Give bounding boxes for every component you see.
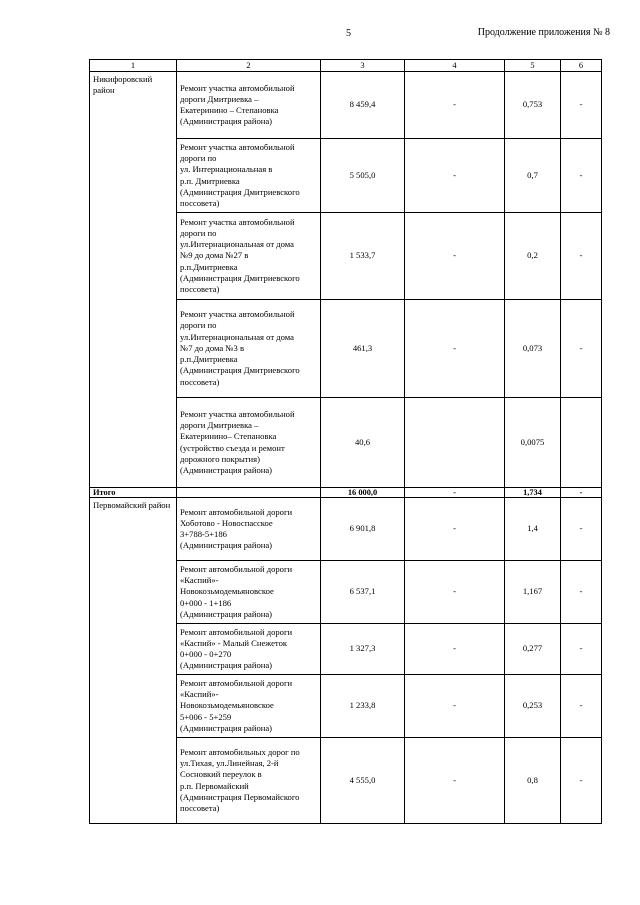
col4-cell: - xyxy=(405,498,505,561)
amount-cell: 40,6 xyxy=(321,398,405,488)
appendix-table xyxy=(89,59,602,824)
work-description: Ремонт автомобильной дороги «Каспий» - Малый Снежеток 0+000 - 0+270 (Администрация района) xyxy=(177,624,321,675)
col4-cell: - xyxy=(405,72,505,139)
total-col4: - xyxy=(405,488,505,498)
col6-cell: - xyxy=(561,675,602,738)
col4-cell xyxy=(405,398,505,488)
header-cell: 2 xyxy=(177,60,321,72)
length-cell: 0,753 xyxy=(505,72,561,139)
amount-cell: 461,3 xyxy=(321,300,405,398)
amount-cell: 8 459,4 xyxy=(321,72,405,139)
header-row xyxy=(90,60,602,72)
amount-cell: 1 327,3 xyxy=(321,624,405,675)
length-cell: 0,253 xyxy=(505,675,561,738)
district-cell: Первомайский район xyxy=(90,498,177,824)
table-row xyxy=(90,498,602,561)
work-description: Ремонт участка автомобильной дороги Дмитриевка – Екатеринино– Степановка (устройство съезда и ремонт дорожного покрытия) (Администрация района) xyxy=(177,398,321,488)
amount-cell: 1 533,7 xyxy=(321,213,405,300)
col4-cell: - xyxy=(405,624,505,675)
length-cell: 0,8 xyxy=(505,738,561,824)
header-cell: 5 xyxy=(505,60,561,72)
amount-cell: 6 537,1 xyxy=(321,561,405,624)
amount-cell: 6 901,8 xyxy=(321,498,405,561)
col6-cell: - xyxy=(561,300,602,398)
col6-cell xyxy=(561,398,602,488)
col4-cell: - xyxy=(405,300,505,398)
length-cell: 0,0075 xyxy=(505,398,561,488)
col6-cell: - xyxy=(561,624,602,675)
col6-cell: - xyxy=(561,561,602,624)
length-cell: 1,4 xyxy=(505,498,561,561)
table-row xyxy=(90,72,602,139)
length-cell: 1,167 xyxy=(505,561,561,624)
length-cell: 0,2 xyxy=(505,213,561,300)
total-row xyxy=(90,488,602,498)
total-description xyxy=(177,488,321,498)
length-cell: 0,7 xyxy=(505,139,561,213)
col4-cell: - xyxy=(405,675,505,738)
header-cell: 3 xyxy=(321,60,405,72)
work-description: Ремонт участка автомобильной дороги по ул.Интернациональная от дома №9 до дома №27 в р.п.Дмитриевка (Администрация Дмитриевского поссовета) xyxy=(177,213,321,300)
work-description: Ремонт участка автомобильной дороги Дмитриевка – Екатеринино – Степановка (Администрация района) xyxy=(177,72,321,139)
col6-cell: - xyxy=(561,498,602,561)
amount-cell: 4 555,0 xyxy=(321,738,405,824)
page-number: 5 xyxy=(346,28,351,39)
col4-cell: - xyxy=(405,139,505,213)
continuation-note: Продолжение приложения № 8 xyxy=(477,27,610,38)
work-description: Ремонт автомобильной дороги Хоботово - Новоспасское 3+788-5+186 (Администрация района) xyxy=(177,498,321,561)
col6-cell: - xyxy=(561,738,602,824)
total-label: Итого xyxy=(90,488,177,498)
work-description: Ремонт автомобильной дороги «Каспий»- Новокозьмодемьяновское 5+006 - 5+259 (Администрация района) xyxy=(177,675,321,738)
work-description: Ремонт участка автомобильной дороги по ул. Интернациональная в р.п. Дмитриевка (Администрация Дмитриевского поссовета) xyxy=(177,139,321,213)
district-cell: Никифоровский район xyxy=(90,72,177,488)
total-length: 1,734 xyxy=(505,488,561,498)
work-description: Ремонт автомобильных дорог по ул.Тихая, ул.Линейная, 2-й Сосновкий переулок в р.п. Первомайский (Администрация Первомайского поссовета) xyxy=(177,738,321,824)
col6-cell: - xyxy=(561,72,602,139)
col6-cell: - xyxy=(561,213,602,300)
total-amount: 16 000,0 xyxy=(321,488,405,498)
work-description: Ремонт участка автомобильной дороги по ул.Интернациональная от дома №7 до дома №3 в р.п.Дмитриевка (Администрация Дмитриевского поссовета) xyxy=(177,300,321,398)
header-cell: 4 xyxy=(405,60,505,72)
amount-cell: 1 233,8 xyxy=(321,675,405,738)
header-cell: 1 xyxy=(90,60,177,72)
total-col6: - xyxy=(561,488,602,498)
amount-cell: 5 505,0 xyxy=(321,139,405,213)
col4-cell: - xyxy=(405,738,505,824)
length-cell: 0,277 xyxy=(505,624,561,675)
col4-cell: - xyxy=(405,213,505,300)
col6-cell: - xyxy=(561,139,602,213)
work-description: Ремонт автомобильной дороги «Каспий»- Новокозьмодемьяновское 0+000 - 1+186 (Администрация района) xyxy=(177,561,321,624)
header-cell: 6 xyxy=(561,60,602,72)
col4-cell: - xyxy=(405,561,505,624)
length-cell: 0,073 xyxy=(505,300,561,398)
